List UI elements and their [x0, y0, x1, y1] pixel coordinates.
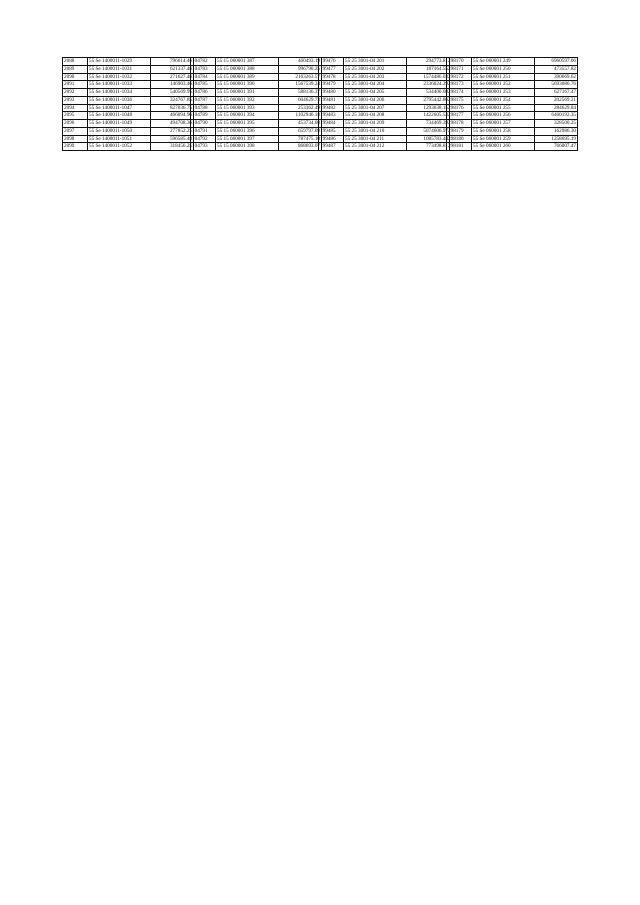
row-index-cell: 199486: [319, 135, 344, 143]
amount-cell: 202569.21: [535, 96, 578, 104]
amount-cell: 996790.25: [279, 65, 322, 73]
amount-cell: 796614.46: [151, 58, 194, 66]
table-row: [447, 81, 578, 89]
amount-cell: 1085783.44: [407, 135, 450, 143]
amount-cell: 324767.85: [151, 96, 194, 104]
row-index-cell: 104793: [191, 143, 216, 151]
account-code-cell: 55 25 3001-04 206: [344, 96, 407, 104]
row-index-cell: 2092: [63, 89, 88, 97]
table-row: [447, 58, 578, 66]
account-code-cell: 55 Se 1400011-1049: [88, 120, 151, 128]
table-row: [191, 143, 322, 151]
amount-cell: 284629.84: [535, 104, 578, 112]
amount-cell: 1102946.18: [279, 112, 322, 120]
table-row: [63, 73, 194, 81]
table-row: [191, 120, 322, 128]
account-code-cell: 55 25 3001-04 211: [344, 135, 407, 143]
table-row: [63, 104, 194, 112]
amount-cell: 2163263.57: [279, 73, 322, 81]
row-index-cell: 104788: [191, 104, 216, 112]
table-row: [319, 89, 450, 97]
account-code-cell: 55 Se 1400011-1031: [88, 65, 151, 73]
account-code-cell: 55 25 3001-04 208: [344, 112, 407, 120]
table-row: [319, 58, 450, 66]
table-row: [319, 112, 450, 120]
account-code-cell: 55 15 060001 396: [216, 127, 279, 135]
table-row: [319, 96, 450, 104]
account-code-cell: 55 15 060001 389: [216, 73, 279, 81]
table-row: [447, 127, 578, 135]
amount-cell: 621337.46: [151, 65, 194, 73]
row-index-cell: 199484: [319, 120, 344, 128]
table-column-3: [318, 57, 446, 151]
table-row: [63, 143, 194, 151]
account-code-cell: 55 15 060001 387: [216, 58, 279, 66]
row-index-cell: 199482: [319, 104, 344, 112]
table-row: [319, 81, 450, 89]
table-row: [191, 127, 322, 135]
row-index-cell: 298173: [447, 81, 472, 89]
table-row: [319, 135, 450, 143]
table-row: [63, 58, 194, 66]
row-index-cell: 2094: [63, 104, 88, 112]
account-code-cell: 55 25 3001-04 205: [344, 89, 407, 97]
table-row: [191, 65, 322, 73]
account-code-cell: 55 Se 060001 256: [472, 112, 535, 120]
account-code-cell: 55 25 3001-04 203: [344, 73, 407, 81]
account-code-cell: 55 15 060001 392: [216, 96, 279, 104]
amount-cell: 868693.07: [279, 143, 322, 151]
amount-cell: 390669.62: [535, 73, 578, 81]
amount-cell: 1258695.19: [535, 135, 578, 143]
row-index-cell: 298172: [447, 73, 472, 81]
amount-cell: 2795442.86: [407, 96, 450, 104]
amount-cell: 162986.30: [535, 127, 578, 135]
account-code-cell: 55 15 060001 388: [216, 65, 279, 73]
account-code-cell: 55 25 3001-04 201: [344, 58, 407, 66]
row-index-cell: 199483: [319, 112, 344, 120]
amount-cell: 187164.55: [407, 65, 450, 73]
table-row: [447, 104, 578, 112]
amount-cell: 588136.37: [279, 89, 322, 97]
row-index-cell: 2096: [63, 120, 88, 128]
amount-cell: 253362.49: [279, 104, 322, 112]
account-code-cell: 55 Se 060001 259: [472, 135, 535, 143]
account-code-cell: 55 Se 060001 258: [472, 127, 535, 135]
table-row: [447, 96, 578, 104]
account-code-cell: 55 25 3001-04 207: [344, 104, 407, 112]
account-code-cell: 55 Se 060001 252: [472, 81, 535, 89]
row-index-cell: 2091: [63, 81, 88, 89]
row-index-cell: 199485: [319, 127, 344, 135]
row-index-cell: 2089: [63, 65, 88, 73]
table-row: [447, 89, 578, 97]
account-code-cell: 55 Se 1400011-1051: [88, 135, 151, 143]
row-index-cell: 298179: [447, 127, 472, 135]
row-index-cell: 104783: [191, 65, 216, 73]
row-index-cell: 298176: [447, 104, 472, 112]
amount-cell: 766007.47: [535, 143, 578, 151]
amount-cell: 1567539.24: [279, 81, 322, 89]
table-row: [319, 73, 450, 81]
row-index-cell: 298175: [447, 96, 472, 104]
amount-cell: 596585.48: [151, 135, 194, 143]
amount-cell: 2336024.29: [407, 81, 450, 89]
amount-cell: 318456.25: [151, 143, 194, 151]
amount-cell: 659797.09: [279, 127, 322, 135]
account-code-cell: 55 15 060001 395: [216, 120, 279, 128]
table-row: [447, 120, 578, 128]
row-index-cell: 104785: [191, 81, 216, 89]
account-code-cell: 55 Se 1400011-1034: [88, 89, 151, 97]
amount-cell: 271627.46: [151, 73, 194, 81]
table-row: [447, 65, 578, 73]
table-row: [63, 120, 194, 128]
amount-cell: 604629.73: [279, 96, 322, 104]
account-code-cell: 55 Se 1400011-1033: [88, 81, 151, 89]
account-code-cell: 55 15 060001 398: [216, 143, 279, 151]
row-index-cell: 199479: [319, 81, 344, 89]
row-index-cell: 2098: [63, 135, 88, 143]
amount-cell: 294773.81: [407, 58, 450, 66]
row-index-cell: 104792: [191, 135, 216, 143]
table-column-1: [62, 57, 190, 151]
amount-cell: 466094.96: [151, 112, 194, 120]
amount-cell: 5074606.97: [407, 127, 450, 135]
row-index-cell: 298174: [447, 89, 472, 97]
amount-cell: 827036.75: [151, 104, 194, 112]
account-code-cell: 55 Se 1400011-1052: [88, 143, 151, 151]
row-index-cell: 298181: [447, 143, 472, 151]
row-index-cell: 298171: [447, 65, 472, 73]
row-index-cell: 298177: [447, 112, 472, 120]
row-index-cell: 2090: [63, 73, 88, 81]
table-column-4: [446, 57, 574, 151]
table-row: [319, 104, 450, 112]
table-row: [191, 58, 322, 66]
account-code-cell: 55 25 3001-04 212: [344, 143, 407, 151]
row-index-cell: 104791: [191, 127, 216, 135]
row-index-cell: 199476: [319, 58, 344, 66]
data-table: [318, 57, 450, 151]
account-code-cell: 55 15 060001 390: [216, 81, 279, 89]
row-index-cell: 298180: [447, 135, 472, 143]
table-row: [191, 89, 322, 97]
table-row: [447, 112, 578, 120]
row-index-cell: 104790: [191, 120, 216, 128]
account-code-cell: 55 25 3001-04 202: [344, 65, 407, 73]
row-index-cell: 2095: [63, 112, 88, 120]
data-table: [446, 57, 578, 151]
row-index-cell: 2097: [63, 127, 88, 135]
account-code-cell: 55 Se 060001 251: [472, 73, 535, 81]
amount-cell: 540569.95: [151, 89, 194, 97]
row-index-cell: 104787: [191, 96, 216, 104]
data-table: [62, 57, 194, 151]
table-row: [191, 96, 322, 104]
row-index-cell: 2093: [63, 96, 88, 104]
row-index-cell: 199487: [319, 143, 344, 151]
account-code-cell: 55 Se 060001 257: [472, 120, 535, 128]
account-code-cell: 55 Se 1400011-1036: [88, 96, 151, 104]
account-code-cell: 55 Se 1400011-1048: [88, 112, 151, 120]
amount-cell: 460493.19: [279, 58, 322, 66]
data-table: [190, 57, 322, 151]
row-index-cell: 104786: [191, 89, 216, 97]
row-index-cell: 104789: [191, 112, 216, 120]
table-row: [63, 96, 194, 104]
amount-cell: 5693086.76: [535, 81, 578, 89]
amount-cell: 534400.08: [407, 89, 450, 97]
table-row: [63, 127, 194, 135]
table-row: [447, 73, 578, 81]
table-row: [191, 104, 322, 112]
table-row: [63, 135, 194, 143]
row-index-cell: 104782: [191, 58, 216, 66]
row-index-cell: 199480: [319, 89, 344, 97]
account-code-cell: 55 25 3001-04 210: [344, 127, 407, 135]
table-row: [447, 143, 578, 151]
amount-cell: 734469.39: [407, 120, 450, 128]
amount-cell: 1293638.15: [407, 104, 450, 112]
account-code-cell: 55 Se 060001 255: [472, 104, 535, 112]
account-code-cell: 55 Se 060001 249: [472, 58, 535, 66]
row-index-cell: 104784: [191, 73, 216, 81]
amount-cell: 328500.25: [535, 120, 578, 128]
amount-cell: 473557.82: [535, 65, 578, 73]
table-row: [191, 73, 322, 81]
table-row: [319, 120, 450, 128]
account-code-cell: 55 Se 1400011-1032: [88, 73, 151, 81]
account-code-cell: 55 Se 060001 253: [472, 89, 535, 97]
account-code-cell: 55 Se 060001 260: [472, 143, 535, 151]
table-row: [319, 65, 450, 73]
table-row: [447, 135, 578, 143]
table-row: [63, 112, 194, 120]
account-code-cell: 55 Se 1400011-1047: [88, 104, 151, 112]
amount-cell: 277852.25: [151, 127, 194, 135]
amount-cell: 787475.10: [279, 135, 322, 143]
amount-cell: 146903.46: [151, 81, 194, 89]
row-index-cell: 2088: [63, 58, 88, 66]
amount-cell: 1422605.53: [407, 112, 450, 120]
row-index-cell: 298170: [447, 58, 472, 66]
account-code-cell: 55 15 060001 393: [216, 104, 279, 112]
table-row: [319, 143, 450, 151]
account-code-cell: 55 15 060001 391: [216, 89, 279, 97]
table-row: [191, 112, 322, 120]
table-row: [319, 127, 450, 135]
amount-cell: 6960597.06: [535, 58, 578, 66]
table-column-2: [190, 57, 318, 151]
account-code-cell: 55 Se 060001 250: [472, 65, 535, 73]
account-code-cell: 55 25 3001-04 204: [344, 81, 407, 89]
amount-cell: 6460192.35: [535, 112, 578, 120]
account-code-cell: 55 Se 060001 254: [472, 96, 535, 104]
table-row: [63, 89, 194, 97]
table-row: [63, 81, 194, 89]
amount-cell: 627167.47: [535, 89, 578, 97]
amount-cell: 494708.36: [151, 120, 194, 128]
row-index-cell: 199478: [319, 73, 344, 81]
account-code-cell: 55 15 060001 397: [216, 135, 279, 143]
account-code-cell: 55 15 060001 394: [216, 112, 279, 120]
account-code-cell: 55 Se 1400011-1029: [88, 58, 151, 66]
row-index-cell: 298178: [447, 120, 472, 128]
table-row: [191, 81, 322, 89]
account-code-cell: 55 Se 1400011-1050: [88, 127, 151, 135]
amount-cell: 773498.81: [407, 143, 450, 151]
table-row: [191, 135, 322, 143]
row-index-cell: 199477: [319, 65, 344, 73]
row-index-cell: 199481: [319, 96, 344, 104]
account-code-cell: 55 25 3001-04 209: [344, 120, 407, 128]
row-index-cell: 2099: [63, 143, 88, 151]
amount-cell: 453734.08: [279, 120, 322, 128]
amount-cell: 1574486.03: [407, 73, 450, 81]
table-row: [63, 65, 194, 73]
